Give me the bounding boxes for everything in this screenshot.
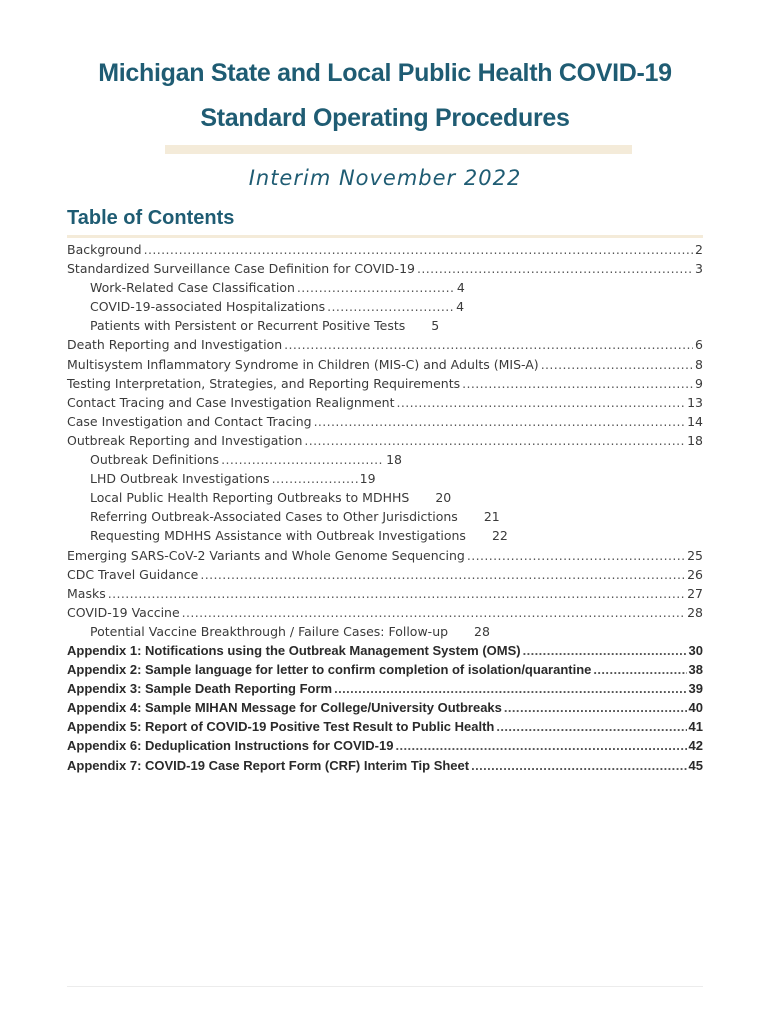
toc-entry-label: Patients with Persistent or Recurrent Positive Tests bbox=[90, 318, 406, 334]
toc-entry-label: Standardized Surveillance Case Definition for COVID-19 bbox=[67, 261, 415, 277]
toc-entry[interactable] bbox=[67, 584, 703, 603]
toc-entry-label: Contact Tracing and Case Investigation Realignment bbox=[67, 394, 395, 410]
toc-leader-dots bbox=[284, 335, 693, 354]
toc-entry-label: Emerging SARS-CoV-2 Variants and Whole Genome Sequencing bbox=[67, 547, 465, 563]
toc-entry-page: 25 bbox=[687, 547, 703, 563]
toc-entry-page: 3 bbox=[695, 261, 703, 277]
toc-entry-label: Appendix 4: Sample MIHAN Message for College/University Outbreaks bbox=[67, 700, 502, 716]
toc-leader-dots bbox=[182, 603, 685, 622]
toc-leader-dots bbox=[541, 355, 693, 374]
toc-entry-page: 4 bbox=[456, 299, 465, 315]
toc-entry-label: Appendix 5: Report of COVID-19 Positive Test Result to Public Health bbox=[67, 719, 495, 735]
toc-entry[interactable] bbox=[67, 488, 703, 507]
toc-leader-dots bbox=[496, 717, 686, 736]
document-title-line-1: Michigan State and Local Public Health COVID-19 bbox=[98, 59, 672, 87]
toc-entry-label: COVID-19-associated Hospitalizations bbox=[90, 299, 326, 315]
toc-entry[interactable] bbox=[67, 355, 703, 374]
toc-entry[interactable] bbox=[67, 316, 703, 335]
toc-entry[interactable] bbox=[67, 374, 703, 393]
document-title-line-2: Standard Operating Procedures bbox=[200, 104, 570, 132]
toc-entry-page: 41 bbox=[688, 719, 703, 735]
toc-leader-dots bbox=[144, 240, 693, 259]
toc-entry-label: COVID-19 Vaccine bbox=[67, 604, 180, 620]
toc-entry[interactable] bbox=[67, 526, 703, 545]
toc-leader-dots bbox=[417, 259, 693, 278]
toc-entry-label: Appendix 6: Deduplication Instructions for COVID-19 bbox=[67, 738, 394, 754]
toc-entry-label: Background bbox=[67, 242, 142, 257]
toc-leader-dots bbox=[334, 679, 686, 698]
toc-entry-label: Multisystem Inflammatory Syndrome in Children (MIS-C) and Adults (MIS-A) bbox=[67, 356, 539, 372]
toc-entry-page: 42 bbox=[688, 738, 703, 754]
toc-entry[interactable] bbox=[67, 297, 703, 316]
toc-leader-dots bbox=[593, 660, 686, 679]
toc-entry-page: 8 bbox=[695, 356, 703, 372]
toc-entry[interactable] bbox=[67, 641, 703, 660]
toc-leader-dots bbox=[297, 278, 455, 297]
toc-entry[interactable] bbox=[67, 393, 703, 412]
title-underline bbox=[165, 145, 632, 154]
toc-entry-page: 18 bbox=[386, 452, 402, 468]
toc-leader-dots bbox=[467, 546, 685, 565]
toc-leader-dots bbox=[221, 450, 384, 469]
toc-entry-page: 4 bbox=[456, 280, 465, 296]
toc-entry[interactable] bbox=[67, 698, 703, 717]
toc-entry[interactable] bbox=[67, 240, 703, 259]
toc-entry-label: CDC Travel Guidance bbox=[67, 566, 199, 582]
toc-entry[interactable] bbox=[67, 278, 703, 297]
toc-leader-dots bbox=[462, 374, 693, 393]
toc-entry-page: 21 bbox=[483, 509, 500, 525]
toc-leader-dots bbox=[314, 412, 686, 431]
toc-entry[interactable] bbox=[67, 469, 703, 488]
toc-leader-dots bbox=[397, 393, 686, 412]
toc-entry[interactable] bbox=[67, 622, 703, 641]
toc-entry-page: 19 bbox=[359, 471, 376, 487]
toc-leader-dots bbox=[395, 736, 686, 755]
toc-entry-page: 13 bbox=[687, 394, 703, 410]
toc-entry-page: 5 bbox=[431, 318, 440, 334]
toc-entry[interactable] bbox=[67, 412, 703, 431]
toc-entry-label: Death Reporting and Investigation bbox=[67, 337, 283, 353]
toc-entry-page: 9 bbox=[695, 375, 703, 391]
toc-entry-label: Appendix 3: Sample Death Reporting Form bbox=[67, 681, 333, 697]
toc-entry-page: 30 bbox=[688, 642, 703, 658]
toc-entry-page: 6 bbox=[695, 337, 703, 353]
toc-entry-label: Outbreak Reporting and Investigation bbox=[67, 432, 303, 448]
toc-entry-label: LHD Outbreak Investigations bbox=[90, 471, 270, 487]
toc-entry-label: Testing Interpretation, Strategies, and Reporting Requirements bbox=[67, 375, 461, 391]
toc-entry-label: Outbreak Definitions bbox=[90, 452, 220, 468]
toc-leader-dots bbox=[304, 431, 685, 450]
toc-entry-page: 22 bbox=[491, 528, 508, 544]
toc-entry[interactable] bbox=[67, 660, 703, 679]
toc-entry-page: 39 bbox=[688, 681, 703, 697]
toc-entry[interactable] bbox=[67, 736, 703, 755]
toc-entry-label: Appendix 7: COVID-19 Case Report Form (CRF) Interim Tip Sheet bbox=[67, 757, 470, 773]
toc-entry[interactable] bbox=[67, 756, 703, 775]
toc-entry[interactable] bbox=[67, 546, 703, 565]
table-of-contents bbox=[67, 240, 703, 775]
document-subtitle: Interim November 2022 bbox=[248, 166, 522, 190]
toc-leader-dots bbox=[108, 584, 685, 603]
toc-leader-dots bbox=[327, 297, 454, 316]
toc-entry-page: 2 bbox=[695, 242, 703, 257]
toc-entry-page: 38 bbox=[688, 662, 703, 678]
toc-entry-label: Requesting MDHHS Assistance with Outbreak Investigations bbox=[90, 528, 466, 544]
toc-heading-rule bbox=[67, 235, 703, 238]
toc-leader-dots bbox=[471, 756, 686, 775]
toc-entry[interactable] bbox=[67, 603, 703, 622]
toc-entry-label: Case Investigation and Contact Tracing bbox=[67, 413, 312, 429]
toc-leader-dots bbox=[523, 641, 687, 660]
toc-entry[interactable] bbox=[67, 450, 703, 469]
toc-entry[interactable] bbox=[67, 507, 703, 526]
toc-entry[interactable] bbox=[67, 565, 703, 584]
toc-entry[interactable] bbox=[67, 259, 703, 278]
toc-leader-dots bbox=[200, 565, 685, 584]
toc-entry[interactable] bbox=[67, 679, 703, 698]
footer-divider bbox=[67, 986, 703, 987]
toc-entry-label: Referring Outbreak-Associated Cases to Other Jurisdictions bbox=[90, 509, 458, 525]
toc-entry-label: Potential Vaccine Breakthrough / Failure Cases: Follow-up bbox=[90, 623, 449, 639]
toc-entry-label: Appendix 1: Notifications using the Outbreak Management System (OMS) bbox=[67, 642, 521, 658]
toc-entry-page: 28 bbox=[687, 604, 703, 620]
toc-leader-dots bbox=[272, 469, 358, 488]
toc-entry[interactable] bbox=[67, 335, 703, 354]
toc-entry-label: Work-Related Case Classification bbox=[90, 280, 295, 296]
toc-entry-label: Local Public Health Reporting Outbreaks to MDHHS bbox=[90, 490, 410, 506]
toc-entry-page: 14 bbox=[687, 413, 703, 429]
toc-entry-page: 45 bbox=[688, 757, 703, 773]
toc-leader-dots bbox=[504, 698, 687, 717]
toc-entry-label: Appendix 2: Sample language for letter to confirm completion of isolation/quarantine bbox=[67, 662, 592, 678]
toc-entry-page: 27 bbox=[687, 585, 703, 601]
toc-entry-page: 20 bbox=[435, 490, 452, 506]
toc-entry-page: 26 bbox=[687, 566, 703, 582]
toc-heading: Table of Contents bbox=[67, 207, 235, 229]
toc-entry-page: 18 bbox=[687, 432, 703, 448]
toc-entry[interactable] bbox=[67, 717, 703, 736]
toc-entry-page: 28 bbox=[474, 623, 490, 639]
toc-entry[interactable] bbox=[67, 431, 703, 450]
toc-entry-page: 40 bbox=[688, 700, 703, 716]
toc-entry-label: Masks bbox=[67, 585, 106, 601]
